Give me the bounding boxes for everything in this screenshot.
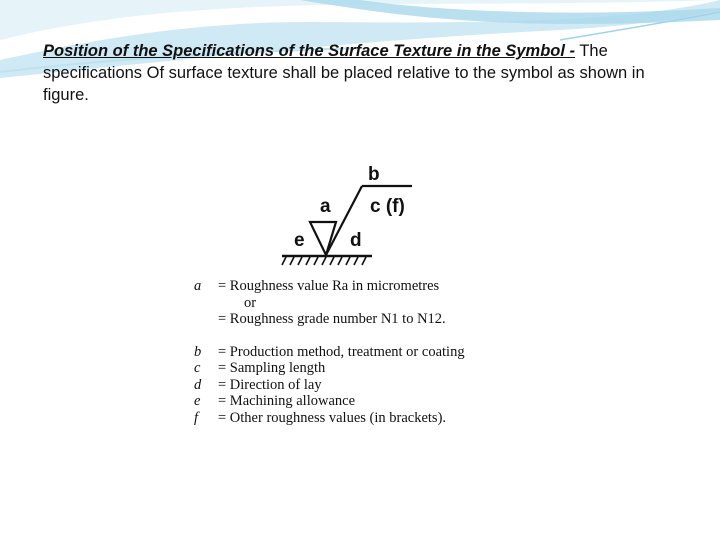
symbol-triangle xyxy=(310,222,336,255)
slide-body-run: The specifications Of surface texture shall be placed relative to the symbol as shown in figure. xyxy=(43,42,645,104)
slide-paragraph xyxy=(43,40,683,106)
label-b: b xyxy=(368,164,380,185)
legend-row-d: d = Direction of lay xyxy=(194,376,322,393)
legend-row-grade: = Roughness grade number N1 to N12. xyxy=(218,311,446,327)
label-c-f: c (f) xyxy=(370,196,405,217)
surface-texture-figure xyxy=(186,160,498,432)
legend-row-or: or xyxy=(244,294,257,311)
label-d: d xyxy=(350,230,362,251)
legend-row-a: a = Roughness value Ra in micrometres xyxy=(194,278,440,294)
legend-row-f: f = Other roughness values (in brackets). xyxy=(194,409,447,426)
label-e: e xyxy=(294,230,305,251)
surface-hatching xyxy=(282,257,366,265)
figure-legend xyxy=(194,278,494,426)
legend-row-c: c = Sampling length xyxy=(194,360,326,376)
legend-row-b: b = Production method, treatment or coating xyxy=(194,343,465,360)
slide-heading-run: Position of the Specifications of the Surface Texture in the Symbol - xyxy=(43,42,576,60)
legend-row-e: e = Machining allowance xyxy=(194,393,356,409)
label-a: a xyxy=(320,196,331,217)
